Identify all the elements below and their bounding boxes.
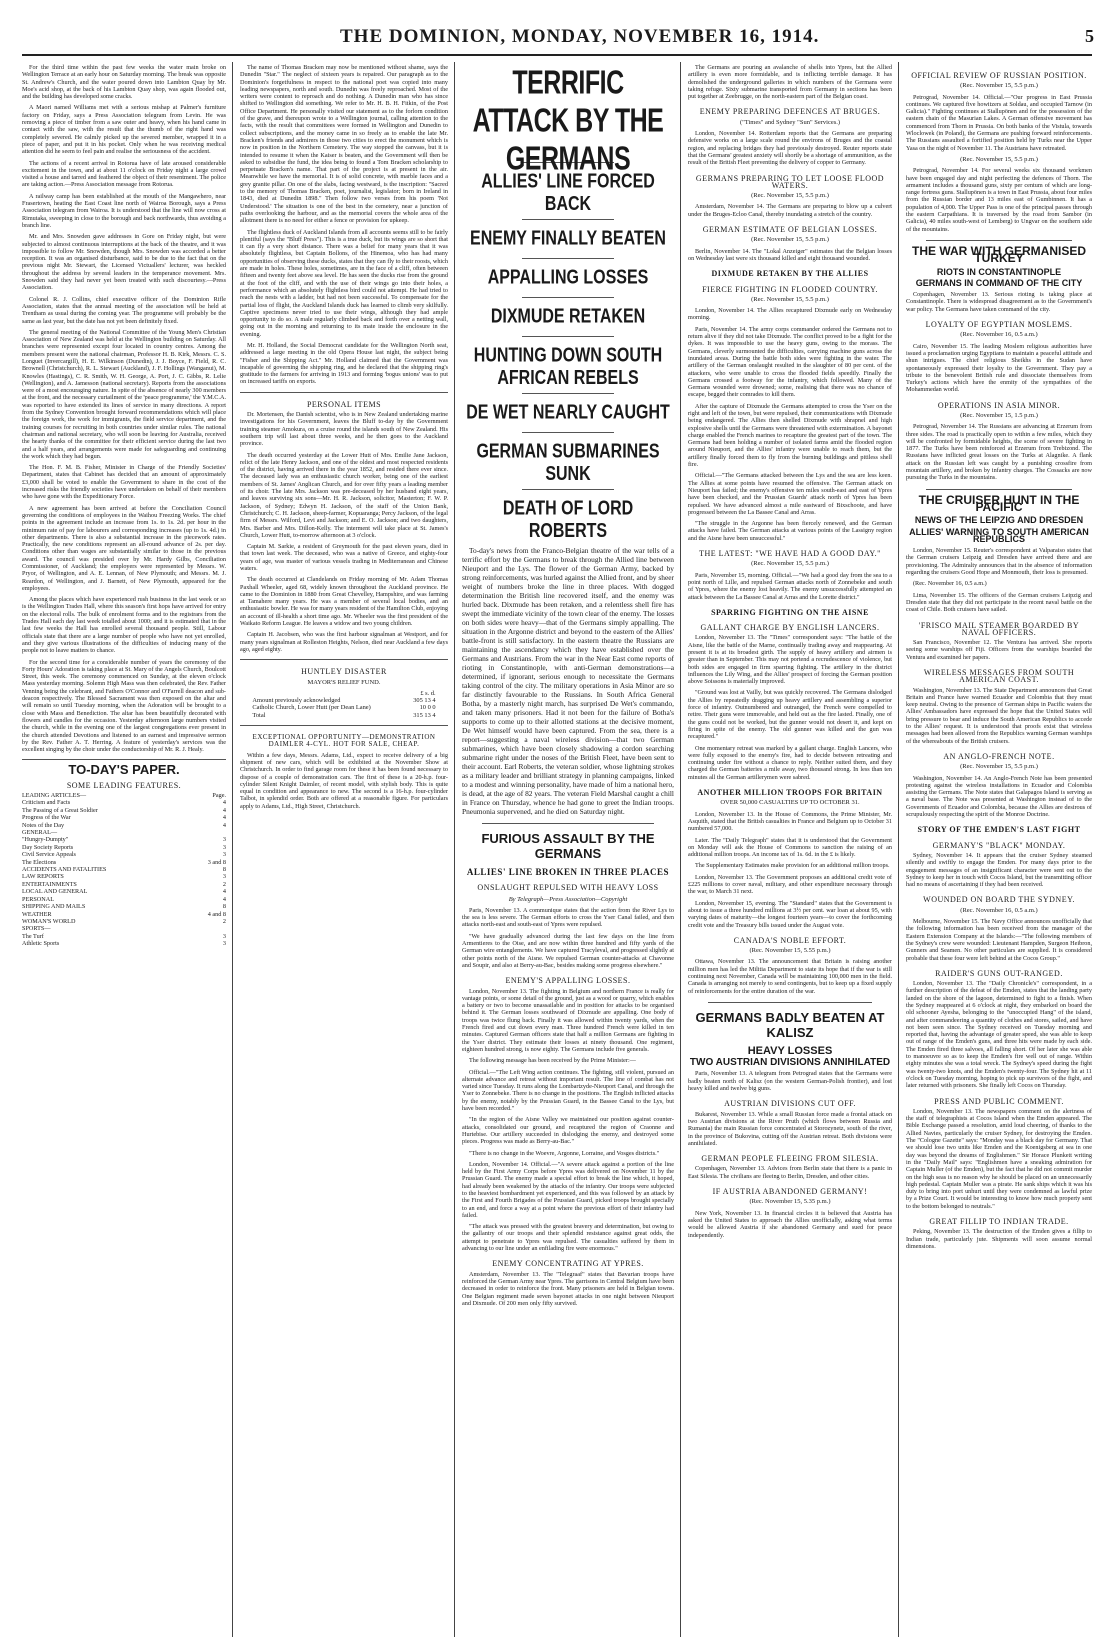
feature-label: GENERAL— <box>22 829 58 837</box>
feature-label: Day Society Reports <box>22 843 74 851</box>
headline-divider <box>522 336 614 337</box>
paragraph: Among the places which have experienced rush business in the last week or so is the Wellington Trades Hall, where this season's first hops have arrived for entry on the electoral rolls. The bulk of enrolment forms and to the registrars from the Trades Hall each day last week totalled about 1000; and it is estimated that in the last few weeks the Hall has enrolled several thousand people. Still, Labour officials state that there are a large number of people who have not yet enrolled, and they give various illustrations of the difficulties of inducing many of the people not to leave matters to chance. <box>22 596 226 655</box>
headline: DIXMUDE RETAKEN <box>490 306 646 328</box>
abandon-text: New York, November 13. In financial circles it is believed that Austria has asked the United States to approach the Allies unofficially, asking what terms would be allowed Austria if she abandoned Germany and sued for peace independently. <box>688 1209 892 1239</box>
flood-text: Amsterdam, November 14. The Germans are preparing to blow up a culvert under the Bruges-Ecloo Canal, thereby inundating a stretch of the country. <box>688 203 892 218</box>
feature-label: The Elections <box>22 858 57 866</box>
feature-row <box>22 911 226 918</box>
feature-page: 2 <box>222 917 226 925</box>
paragraph: The flightless duck of Auckland Islands from all accounts seems still to be fairly plentiful (says the "Bluff Press"). This is a true duck, but its wings are so short that it can fly a very short distance. There was a belief for many years that it was absolutely flightless, but Captain Bollons, of the Hinemoa, who has had many opportunities of observing these ducks, states that they can fly to their roosts, which are made in holes. These holes, sometimes, are in the face of a cliff, often between fifteen and twenty feet above sea level. He has seen the ducks rise from the ground at the foot of the cliff, and with the use of their wings go into their holes, a performance which an absolutely flightless bird could not attempt. He had tried to reach the nests with a ladder, but had not been successful. To compensate for the partial loss of flight, the Auckland Islands duck has learned to climb very skilfully. Captive specimens never tried to use their wings, although they had ample opportunity to do so. A male regularly climbed back and forth over a netting wall, going out in the morning and returning to its mate inside the enclosure in the evening. <box>240 228 448 338</box>
note-text: Washington, November 14. An Anglo-French Note has been presented protesting against the wireless installations in Ecuador and Colombia assisting the Germans. The Note states that Galapagos Island is serving as a naval base. The Note was presented at Washington instead of to the Governments of Ecuador and Colombia, because the Allies are desirous of scrupulously respecting the spirit of the Monroe Doctrine. <box>906 774 1092 819</box>
feature-row <box>22 829 226 836</box>
headline: HUNTING DOWN SOUTH AFRICAN REBELS <box>473 345 663 389</box>
headline-divider <box>522 219 614 220</box>
paragraph: Paris, November 13. A communique states that the action from the River Lys to the sea is less severe. The German efforts to cross the Yser Canal failed, and then attacks north-east and south-east of Ypres were repulsed. <box>462 906 674 929</box>
wounded-heading: WOUNDED ON BOARD THE SYDNEY. <box>923 895 1075 905</box>
ypres-paras <box>462 988 674 1253</box>
fund-item: Catholic Church, Lower Hutt (per Dean Lane) <box>252 704 371 712</box>
turkey-subheading-1: RIOTS IN CONSTANTINOPLE <box>936 266 1062 277</box>
million-paras <box>688 811 892 929</box>
paragraph: Mr. and Mrs. Snowden gave addresses in Gore on Friday night, but were subjected to almost continuous interruptions at the back of the theatre, and it was impossible to follow Mr. Snowden, though Mrs. Snowden was accorded a better reception. It was an organised disturbance, said to be due to the fact that on the previous night Mr. Stewart, the Licensed Victuallers' lecturer, was heckled throughout the address by several leaders in the temperance movement. Mrs. Snowden said they had never yet been treated with such discourtesy.—Press Association. <box>22 233 226 292</box>
huntley-heading: HUNTLEY DISASTER <box>301 667 387 677</box>
paragraph: London, November 13. The fighting in Belgium and northern France is really for vantage points, or some detail of the ground, just as a wood or quarry, which enables a battery or two to become unassailable and in position for attacks to be organised behind it. The German losses southward of Dixmude are appalling. One body of troops was twice flung back. Finally it was allowed within twenty yards, when the French fired and cut down every man. Three hundred French were killed in ten minutes. Captured German officers state that half a million Germans are fighting in the Yser district. They estimate their losses at ninety thousand. One regiment, eighteen hundred strong, is now eighty. The Germans include five generals. <box>462 987 674 1053</box>
paragraph: For the second time for a considerable number of years the ceremony of the Forty Hours' Adoration is taking place at St. Mary of the Angels Church, Boulcott Street, this week. The ceremony commenced on Sunday, at the eleven o'clock Mass yesterday morning. Solemn High Mass was then celebrated, the Rev. Father Venning being the celebrant, and Fathers O'Connor and O'Farrell deacon and sub-deacon respectively. The Blessed Sacrament was then exposed on the altar and will remain so until Tuesday morning, when the Adoration will be brought to a close with Mass and Benediction. The altar has been beautifully decorated with flowers and candles for the occasion. Yesterday afternoon large numbers visited the church, while in the evening one of the largest congregations ever present in the church attended Devotions and listened to an earnest and impressive sermon by the Rev. Father A. T. Herring. A feature of yesterday's services was the excellent singing by the choir under the conductorship of Mr. R. J. Healy. <box>22 658 226 754</box>
dixmude-note: (Rec. November 15, 5.5 p.m.) <box>751 295 829 303</box>
cruiser-subheading-1: NEWS OF THE LEIPZIG AND DRESDEN <box>914 515 1084 526</box>
cruiser-paras <box>906 547 1092 613</box>
austrian-heading: AUSTRIAN DIVISIONS CUT OFF. <box>724 1099 856 1109</box>
russian-text-1: Petrograd, November 14. Official.—"Our progress in East Prussia continues. We captured five howitzers at Soldau, and occupied Tarnow (in Galicia)." Fighting continues at Stallupönen and for the possession of the eastern chain of the Masurian Lakes. A German offensive movement has commenced from Thorn in Prussia. On both banks of the Vistula, towards Wloclowek (in Poland), the Germans are pushing forward reinforcements. The Russians assaulted a fortified position held by Turks near the Upper Yasa on the night of November 11. The Austrians have retreated. <box>906 93 1092 152</box>
feature-row <box>22 822 226 829</box>
paragraph: London, November 15. Reuter's correspondent at Valparaiso states that the German cruisers Leipzig and Dresden have arrived there and are provisioning. The Admiralty announces that in the absence of information regarding the cruisers Good Hope and Monmouth, their loss is presumed. <box>906 547 1092 577</box>
furious-subheading-2: ONSLAUGHT REPULSED WITH HEAVY LOSS <box>477 883 659 893</box>
divider <box>240 725 448 726</box>
flood-note: (Rec. November 15, 5.5 p.m.) <box>751 192 829 200</box>
divider <box>22 759 226 760</box>
paragraph: The death occurred at Clandelands on Friday morning of Mr. Adam Thomas Paxhall Wheeler, aged 68, widely known throughout the Auckland province. He came to the Dominion in 1880 from Great Chevelley, Hampshire, and was farming at Tamahere many years. He was a member of several local bodies, and an enthusiastic bowler. He was for many years resident of the Hamilton Club, enjoying an account of ill-health a short time ago. Mr. Wheeler was the first president of the Waikato Reform League. He leaves a widow and two young children. <box>240 576 448 628</box>
raider-heading: RAIDER'S GUNS OUT-RANGED. <box>935 968 1063 978</box>
feature-row <box>22 873 226 880</box>
features-header <box>22 792 226 799</box>
canada-heading: CANADA'S NOBLE EFFORT. <box>733 935 847 945</box>
feature-page: 4 and 8 <box>207 910 226 918</box>
turkey-subheading-2: GERMANS IN COMMAND OF THE CITY <box>915 277 1083 288</box>
silesia-heading: GERMAN PEOPLE FLEEING FROM SILESIA. <box>701 1154 879 1164</box>
feature-page: 3 <box>222 932 226 940</box>
flood-heading: GERMANS PREPARING TO LET LOOSE FLOOD WATERS. <box>695 173 885 190</box>
paragraph: One momentary retreat was marked by a gallant charge. English Lancers, who were fully exposed to the enemy's fire, had to decide between retreating and continuing under fire without a chance to reply. Neither suited them, and they charged the German batteries a mile away, two thousand strong. In less than ten minutes all the German artillerymen were sabred. <box>688 744 892 781</box>
fund-row <box>250 712 437 719</box>
raider-text: London, November 13. The "Daily Chronicle's" correspondent, in a further description of the defeat of the Emden, states that the landing party landed on the shore of the lagoon, determined to fight to a finish. When the Sydney reappeared at 6 o'clock at night, they embarked on board the old schooner Ayesha, belonging to the "unoccupied Hang" of the island, and after commandeering a quantity of clothes and stores, sailed, and have not been seen since. The Sydney received on Tuesday morning and reported that, having the advantage of greater speed, she was able to keep out of range of the Emden's guns, and three hits were made by each side. The Emden fired three salvoes, all falling short. Of her later she was able to manoeuvre so as to keep the Emden's fire well out of range. Within eighty minutes she was a total wreck. The Sydney's speed during the fight was twenty-two knots, and the Emden's twenty-four. The Sydney hit at 11 o'clock on Tuesday morning, hoping to pick up survivors of the fight, and later returned with prisoners. She finally left Cocos on Thursday. <box>906 980 1092 1090</box>
dixmude-subheading: FIERCE FIGHTING IN FLOODED COUNTRY. <box>702 284 878 294</box>
aisne-heading: SPARRING FIGHTING ON THE AISNE <box>711 607 869 617</box>
feature-page: 2 <box>222 880 226 888</box>
asia-minor-text: Petrograd, November 14. The Russians are advancing at Erzerum from three sides. The road is practically open to within a few miles, which they will be confronted by formidable heights, the scene of severe fighting in 1877. The Turks have been reinforced at Erzerum from Trebizond. The Russians have inflicted great losses on the Turks at Alagnike. A flank attack on the Russian left was caught by a punishing crossfire from mountain artillery, and broken by infantry charges. The Cossacks are now pursuing the Turks in the mountains. <box>906 423 1092 482</box>
feature-label: "Hungry-Dumpty" <box>22 836 69 844</box>
latest-text: Paris, November 15, morning. Official.—"We had a good day from the sea to a point north of Lille, and repulsed German attacks north of Zonnebeke and south of Ypres, where the enemy lost heavily. The enemy unsuccessfully attempted an attack between the La Bassee Canal at Arras and the Lorette district." <box>688 571 892 601</box>
feature-page: 3 <box>222 851 226 859</box>
feature-row <box>22 918 226 925</box>
paragraph: "The struggle in the Argonne has been fiercely renewed, and the German attacks have failed. The German attacks at various points of the Lassigny region and the Aisne have been unsuccessful." <box>688 520 892 542</box>
intro-text: The Germans are pouring an avalanche of shells into Ypres, but the Allied artillery is even more formidable, and is inflicting terrible damage. It has demolished the underground galleries in which numbers of the Germans were taking refuge. Sixty submarine transported from Germany in sections has been put together at Zeebrugge, on the north-eastern part of the Belgian coast. <box>688 64 892 101</box>
turkey-text: Copenhagen, November 13. Serious rioting is taking place at Constantinople. There is widespread disagreement as to the Government's war policy. The Germans have taken command of the city. <box>906 291 1092 313</box>
headline: ALLIES' LINE FORCED BACK <box>481 171 655 215</box>
paragraph: London, November 13. The "Times" correspondent says: "The battle of the Aisne, like the battle of the Marne, continually trading away and reappearing. At present it is at its broadest girth. The supply of heavy artillery and airmen is greater than in September. This may not portend a recrudescence of violence, but both sides are engaged in firm sparring fighting. The artillery in the district influences the Lily Wing, and the Allies' prospect of forcing the German position above Soissons is materially improved. <box>688 634 892 686</box>
fund-row <box>250 704 437 711</box>
feature-label: The Turf <box>22 932 44 940</box>
canada-note: (Rec. November 15, 5.55 p.m.) <box>749 947 831 955</box>
masthead-rule <box>22 54 1092 56</box>
paragraph: "The attack was pressed with the greatest bravery and determination, but owing to the gallantry of our troops and their splendid resistance against great odds, the attempt to penetrate to Ypres was repulsed. The casualties suffered by them in advancing to our line under an enfilading fire were enormous." <box>462 1223 674 1253</box>
fund-currency-header: £ s. d. <box>420 689 436 697</box>
feature-page: 4 <box>222 799 226 807</box>
russian-text-2: Petrograd, November 14. For several weeks six thousand workmen have been engaged day and night perfecting the defences of Thorn. The armament includes a thousand guns, sixty per centum of which are long-range fortress guns. Stallupönen is a town in East Prussia, about four miles from the Russian border and 13 miles east of Gumbinnen. It has a population of 4,000. The Upper Pass is one of the principal passes through the eastern Carpathians. It is traversed by the road from Sambor (in Galicia), 40 miles south-west of Lemberg) to Ungvar on the southern side of the mountains. <box>906 167 1092 233</box>
paragraph: London, November 14. Official.—"A severe attack against a portion of the line held by the First Army Corps before Ypres was delivered on November 11 by the Prussian Guard. The enemy made a special effort to break the line which, it hoped, had already been weakened by the attacks of the infantry. Our troops were subjected to the heaviest bombardment yet experienced, and this was followed by an attack by the First and Fourth Brigades of the Prussian Guard, picked troops brought specially to an end, and force a way at a point where the previous effort of their infantry had failed. <box>462 1160 674 1219</box>
paragraph: "We have gradually advanced during the last few days on the line from Armentieres to the Oise, and are now within three hundred and fifty yards of the German wire entanglements. We have captured Tracyleval, and progressed slightly at other points north of the Aisne. We repulsed German counter-attacks at Chavonne and Soupir, and also at Berry-au-Bac, besides making some progress elsewhere." <box>462 932 674 969</box>
fund-item: Amount previously acknowledged <box>252 697 341 705</box>
column-4 <box>688 64 892 1639</box>
divider <box>240 392 448 393</box>
feature-row <box>22 851 226 858</box>
note-heading: AN ANGLO-FRENCH NOTE. <box>943 751 1055 761</box>
column-2 <box>240 64 448 1639</box>
column-divider <box>680 62 681 1637</box>
asia-minor-note: (Rec. November 15, 1.5 p.m.) <box>960 411 1038 419</box>
feature-page: 3 and 8 <box>207 858 226 866</box>
relief-fund-table <box>250 690 437 719</box>
feature-row <box>22 799 226 806</box>
feature-label: WEATHER <box>22 910 52 918</box>
latest-note: (Rec. November 15, 5.5 p.m.) <box>751 560 829 568</box>
emden-text: Sydney, November 14. It appears that the cruiser Sydney steamed silently and swiftly to engage the Emden. For many days prior to the engagement messages of an insignificant character were sent out to the Sydney to keep her in touch with Cocos Island, but the transmitting officer had no means of ascertaining if they had been received. <box>906 851 1092 889</box>
feature-row <box>22 844 226 851</box>
feature-row <box>22 866 226 873</box>
column-5 <box>906 64 1092 1639</box>
headline-divider <box>522 297 614 298</box>
estimate-text: Berlin, November 14. The "Lokal Anzeiger" estimates that the Belgian losses on Wednesday last were six thousand killed and eight thousand wounded. <box>688 247 892 262</box>
paragraph: A new agreement has been arrived at before the Conciliation Council governing the conditions of employees in the Waihou Freezing Works. The chief points in the agreement include an increase from 1s. to 1s. 2d. per hour in the minimum rate of pay for labourers and corresponding increases (up to 1s. 4d.) in other departments. There is also a substantial increase in the piecework rates. Practically, the new conditions represent an all-round advance of 2s. per day. Conditions other than wages are substantially similar to those in the previous award. The council was presided over by Mr. Hardy Gilbs, Conciliation Commissioner, of Auckland; the employers were represented by Messrs. W. Pryor, of Wellington, and A. E. Lennan, of New Plymouth; and Messrs. M. J. Reardon, of Wellington, and J. Barnett, of New Plymouth, appeared for the employees. <box>22 504 226 592</box>
paragraph: Colonel R. J. Collins, chief executive officer of the Dominion Rifle Association, states that the annual meeting of the association will be held at Trentham as usual during the coming year. The programme will probably be the same as last year, but the date has not yet been definitely fixed. <box>22 295 226 325</box>
fund-item: Total <box>252 711 266 719</box>
column-divider <box>898 62 899 1637</box>
estimate-heading: GERMAN ESTIMATE OF BELGIAN LOSSES. <box>702 225 878 235</box>
general-news-items <box>240 64 448 386</box>
paragraph: The Hon. F. M. B. Fisher, Minister in Charge of the Friendly Societies' Department, states that Cabinet has decided that an amount of approximately £3,000 shall be voted to enable the Government to share in the cost of the increased risks the friendly societies have undertaken on behalf of their members who have gone with the Expeditionary Force. <box>22 464 226 501</box>
paragraph: Official.—"The Germans attacked between the Lys and the sea are less keen. The Allies at some points have resumed the offensive. The German attack on Nieuport has failed; the enemy's offensive ten miles south-east and east of Ypres have been checked, and the Prussian Guards' attack north of Ypres has been repulsed. We have advanced almost a mile eastward of Bixschoote, and have progressed between the La Bassee Canal and Arras. <box>688 472 892 516</box>
masthead <box>0 0 1114 50</box>
todays-paper-subtitle: SOME LEADING FEATURES. <box>66 780 182 790</box>
feature-page: 3 <box>222 836 226 844</box>
todays-paper-title: TO-DAY'S PAPER. <box>68 762 180 778</box>
ypres-concentration-text: Amsterdam, November 13. The "Telegraaf" states that Bavarian troops have reinforced the German Army near Ypres. The garrisons in Central Belgium have been decreased in order to reinforce the front. Many prisoners are held in Belgian towns. One Belgian regiment made seven bayonet attacks in one night between Nieuport and Dixmude. Of 200 men only fifty survived. <box>462 1270 674 1307</box>
feature-page: 4 <box>222 888 226 896</box>
feature-label: Progress of the War <box>22 814 71 822</box>
feature-row <box>22 933 226 940</box>
paragraph: A railway camp has been established at the mouth of the Mangawhero, near Frasertown, heating the East Coast line north of Wairoa Borough, says a Press Association telegram from Wairoa. It is understood that the line will now cross at Rimutaka, sweeping in close to the borough and back northwards, thus avoiding a branch line. <box>22 192 226 229</box>
wounded-text: Melbourne, November 15. The Navy Office announces unofficially that the following information has been received from the manager of the Eastern Extension Company at the Islands:—"The following members of the Sydney's crew were wounded: Lieutenant Hampden, Surgeon Heibron, Gunners and Seamen. No other particulars are supplied. It is considered probable that these four were left behind at the Cocos Group." <box>906 918 1092 962</box>
paragraph: Lima, November 15. The officers of the German cruisers Leipzig and Dresden state that they did not participate in the recent naval battle on the coast of Chile. Both cruisers have sailed. <box>906 591 1092 614</box>
paragraph: Official.—"The Left Wing action continues. The fighting, still violent, pursued an alternate advance and retreat without important result. The line of combat has not varied since Tuesday. It runs along the Lombartzyde-Nieuport Canal, and through the Yser to Zonnebeke. There is no change in the positions. The English inflicted attacks by the enemy, notably by the Prussian Guard, in the Bassee Canal to the Lys, but have been recorded." <box>462 1068 674 1113</box>
features-header-right: Page. <box>212 792 226 800</box>
wounded-note: (Rec. November 16, 0.5 a.m.) <box>960 906 1038 914</box>
india-text: Peking, November 13. The destruction of the Emden gives a fillip to Indian trade, particularly jute. Shipments will soon assume normal dimensions. <box>906 1228 1092 1250</box>
paragraph: Captain H. Jacobsen, who was the first harbour signalman at Westport, and for many years signalman at Rolleston Heights, Nelson, died near Auckland a few days ago, aged eighty. <box>240 631 448 653</box>
feature-label: SHIPPING AND MAILS <box>22 903 86 911</box>
headline: TERRIFIC ATTACK BY THE GERMANS <box>472 64 664 178</box>
paragraph: London, November 14. The Allies recaptured Dixmude early on Wednesday morning. <box>688 307 892 322</box>
feature-row <box>22 836 226 843</box>
abandon-heading: IF AUSTRIA ABANDONED GERMANY! <box>712 1187 868 1197</box>
page-number: 5 <box>1085 26 1094 46</box>
divider <box>240 659 448 660</box>
personal-items-heading: PERSONAL ITEMS <box>306 399 382 409</box>
press-heading: PRESS AND PUBLIC COMMENT. <box>934 1096 1064 1106</box>
feature-label: PERSONAL <box>22 895 54 903</box>
paragraph: "There is no change in the Woevre, Argonne, Lorraine, and Vosges districts." <box>469 1149 660 1157</box>
feature-row <box>22 814 226 821</box>
aisne-subheading: GALLANT CHARGE BY ENGLISH LANCERS. <box>700 623 880 633</box>
cruiser-subheading-2: ALLIES' WARNING TO SOUTH AMERICAN REPUBLICS <box>909 526 1089 544</box>
asia-minor-heading: OPERATIONS IN ASIA MINOR. <box>937 400 1061 410</box>
paragraph: London, November 15, evening. The "Standard" states that the Government is about to issue a three hundred millions at 3½ per cent. war loan at about 95, with varying dates of maturity—the longest fourteen years—to cover the forthcoming credit vote and the Treasury bills issued under the August vote. <box>688 899 892 929</box>
frisco-heading: 'FRISCO MAIL STEAMER BOARDED BY NAVAL OFFICERS. <box>918 620 1080 637</box>
feature-page: 4 <box>222 806 226 814</box>
paragraph: Mr. H. Holland, the Social Democrat candidate for the Wellington North seat, addressed a large meeting in the old Opera House last night, the subject being "Fisher and the Shipping Act." Mr. Holland claimed that the Government was incapable of governing the shipping ring, and he declared that the shipping ring's gratitude to the farmers for arriving in 1913 and forming 'bogus unions' was to put on increased tariffs on exports. <box>240 341 448 386</box>
column-divider <box>232 62 233 1637</box>
press-text: London, November 13. The newspapers comment on the alertness of the staff of telegraphists at Cocos Island when the Emden appeared. The Bible Exchange passed a resolution, amid loud cheering, of thanks to the Allied Navies, particularly the cruiser Sydney, for destroying the Emden. The "Cologne Gazette" says: "Monday was a black day for Germany. That we should lose two units like Emden and the Koenigsberg at sea in one day was beyond the dreams of Englishmen." Sir Horace Plunkett writing in the "Daily Mail" says: "Englishmen have a sneaking admiration for Captain Muller (of the Emden), but the fact that he did not commit murder on the high seas is no reason why he should be placed on an unnecessarily high pedestal. Captain Muller was a pirate. He sank ships which it was his duty to bring into port unhurt until they were condemned as lawful prize by a Prize Court. It would be interesting to know how much property sent to the bottom belonged to neutrals." <box>906 1107 1092 1210</box>
latest-heading: THE LATEST: "WE HAVE HAD A GOOD DAY." <box>699 549 881 559</box>
feature-label: Criticism and Facts <box>22 799 71 807</box>
bruges-heading: ENEMY PREPARING DEFENCES AT BRUGES. <box>699 107 881 117</box>
dixmude-heading: DIXMUDE RETAKEN BY THE ALLIES <box>711 269 869 279</box>
bruges-note: ("Times" and Sydney "Sun" Services.) <box>739 118 841 126</box>
feature-label: Civil Service Appeals <box>22 851 76 859</box>
column-1 <box>22 64 226 1639</box>
paragraph: Dr. Mortensen, the Danish scientist, who is in New Zealand undertaking marine investigations for his Government, leaves the Bluff to-day by the Government training steamer Amokura, on a cruise round the islands south of New Zealand. His southern trip will last about three weeks, and he then goes to the Auckland province. <box>240 411 448 448</box>
loyalty-heading: LOYALTY OF EGYPTIAN MOSLEMS. <box>925 320 1073 330</box>
feature-label: Notes of the Day <box>22 821 65 829</box>
headline-divider <box>522 393 614 394</box>
kalisz-text: Paris, November 13. A telegram from Petrograd states that the Germans were badly beaten north of Kalisz (on the western German-Polish frontier), and lost heavy killed and twelve big guns. <box>688 1070 892 1093</box>
feature-row <box>22 940 226 947</box>
feature-page: 4 <box>222 895 226 903</box>
feature-page: 4 <box>222 821 226 829</box>
paragraph: The death occurred yesterday at the Lower Hutt of Mrs. Emilie Jane Jackson, relict of the late Henry Jackson, and one of the oldest and most respected residents of the district, having arrived there in the year 1852, and resided there ever since. The deceased lady was an enthusiastic church worker, being one of the earliest members of St. James' Anglican Church, and for over fifty years a leading member of its choir. The late Mrs. Jackson was pre-deceased by her husband eight years, and leaves surviving six sons—Mr. H. R. Jackson, solicitor, Masterton; F. W. P. Jackson, of Sydney; Edwyn H. Jackson, of the staff of the Union Bank, Christchurch; C. H. Jackson, sheep-farmer, Kopuaranga; Percy Jackson, of the legal firm of Messrs. Wilford, Levi and Jackson; and E. O. Jackson; and two daughters, Mrs. Barber and Mrs. Dillon-Kelly. The interment will take place at St. James's Church, Lower Hutt, to-morrow afternoon at 3 o'clock. <box>240 451 448 539</box>
feature-row <box>22 888 226 895</box>
divider <box>926 240 1072 241</box>
main-headlines <box>462 64 674 542</box>
fund-amount: 305 13 4 <box>413 697 436 705</box>
features-header-left: LEADING ARTICLES— <box>22 792 87 800</box>
emden-subheading: GERMANY'S "BLACK" MONDAY. <box>932 840 1066 850</box>
india-heading: GREAT FILLIP TO INDIAN TRADE. <box>929 1217 1069 1226</box>
divider <box>482 823 654 824</box>
loyalty-note: (Rec. November 16, 0.5 a.m.) <box>960 331 1038 339</box>
feature-row <box>22 925 226 932</box>
feature-row <box>22 881 226 888</box>
huntley-subheading: MAYOR'S RELIEF FUND. <box>307 678 381 686</box>
turkey-headline: THE WAR WITH GERMANISED TURKEY <box>912 243 1086 266</box>
wireless-text: Washington, November 13. The State Department announces that Great Britain and France have warned Ecuador and Colombia that they must keep neutral. Owing to the presence of German ships in Pacific waters the Allies' Ambassadors have expressed the hope that the United States will bring pressure to bear and induce the South American Republics to accede to the Allies' request. It is understood that proofs exist that wireless messages had been allowed from the Republics warning German warships of the whereabouts of the British cruisers. <box>906 686 1092 745</box>
paragraph: The general meeting of the National Committee of the Young Men's Christian Association of New Zealand was held at the Wellington building on Saturday. All branches were represented except four located in country centres. Among the members present were the national chairman, Professor H. B. Kirk, Messrs. C. S. Longuet (Invercargill), H. E. Wilkinson (Dunedin), J. J. Boyce, F. Field, R. C. Brownell (Christchurch), R. L. Stewart (Auckland), J. F. Hollings (Wanganui), M. Knowles (Hastings), C. R. Smith, W. H. George, A. Port, J. C. Gibbs, R. Lelie (Wellington), and A. Jamesson (national secretary). Reports from the associations were of a most encouraging nature. In spite of the absence of nearly 300 members at the front, and the necessary curtailment of the 'peace programme,' the Y.M.C.A. was reported to have extended its lines of service in many directions. A report from the Sydney Convention brought forward recommendations which will place the foreign work, the work for immigrants, the field service department, and the training courses for recruiting in both countries under similar rules. The national chairman and national secretary, who will soon be leaving for Australia, received the hearty thanks of the committee for their efficient service during the last two and a half years, and arrangements were made for safeguarding and continuing the work which they had begun. <box>22 328 226 460</box>
wireless-heading: WIRELESS MESSAGES FROM SOUTH AMERICAN COAST. <box>923 668 1075 685</box>
feature-label: The Passing of a Great Soldier <box>22 806 98 814</box>
headline-divider <box>522 432 614 433</box>
furious-assault-headline: FURIOUS ASSAULT BY THE GERMANS <box>481 831 655 861</box>
feature-label: LOCAL AND GENERAL <box>22 888 88 896</box>
paragraph: The following message has been received by the Prime Minister:— <box>469 1057 636 1065</box>
russian-note-1: (Rec. November 15, 5.5 p.m.) <box>960 82 1038 90</box>
paragraph: Later. The "Daily Telegraph" states that it is understood that the Government on Monday will ask the House of Commons to sanction the raising of an additional million troops. An income tax of 1s. 6d. in the £ is likely. <box>688 836 892 859</box>
headline-divider <box>522 489 614 490</box>
paragraph: "In the region of the Aisne Valley we maintained our position against counter-attacks, consolidated our ground, and recaptured the region of Craonne and Hurtebise. Our artillery succeeded in dislodging the enemy, and destroyed some pieces. Progress was made as Berry-au-Bac." <box>462 1116 674 1146</box>
feature-page: 8 <box>222 903 226 911</box>
headline-divider <box>522 258 614 259</box>
paragraph: (Rec. November 16, 0.5 a.m.) <box>913 580 987 588</box>
million-subheading: OVER 50,000 CASUALTIES UP TO OCTOBER 31. <box>720 799 860 807</box>
feature-row <box>22 903 226 910</box>
feature-row <box>22 807 226 814</box>
column-3 <box>462 64 674 1639</box>
paragraph: London, November 13. The Government proposes an additional credit vote of £225 millions to cover naval, military, and other expenditure necessary through the war, to March 31 next. <box>688 873 892 896</box>
million-heading: ANOTHER MILLION TROOPS FOR BRITAIN <box>697 788 883 798</box>
fund-row <box>250 697 437 704</box>
cruiser-headline: THE CRUISER HUNT IN THE PACIFIC <box>918 492 1080 514</box>
feature-label: SPORTS— <box>22 925 51 933</box>
note-note: (Rec. November 15, 5.5 p.m.) <box>960 763 1038 771</box>
paragraph: A Maori named Williams met with a serious mishap at Palmer's furniture factory on Friday, says a Press Association telegram from Levin. He was removing a piece of timber from a saw outer and heavy, when his hand came in contact with the saw, with the result that the thumb of the right hand was completely severed. He calmly picked up the severed member, wrapped it in a piece of paper, and put it in his pocket. Only when he was receiving medical attention did he seem to feel pain and realise the seriousness of the accident. <box>22 104 226 156</box>
feature-page: 3 <box>222 873 226 881</box>
feature-label: ACCIDENTS AND FATALITIES <box>22 866 107 874</box>
paragraph: For the third time within the past few weeks the water main broke on Wellington Terrace at an early hour on Saturday morning. The break was opposite St. Andrew's Church, and the water poured down into Lambton Quay by Mr. Moe's acid shop, at the back of his Lambton Quay shop, was again flooded out, and the building has developed some cracks. <box>22 64 226 101</box>
russian-heading: OFFICIAL REVIEW OF RUSSIAN POSITION. <box>911 71 1087 80</box>
feature-label: Athletic Sports <box>22 940 60 948</box>
kalisz-headline: GERMANS BADLY BEATEN AT KALISZ <box>695 1009 885 1040</box>
local-news-items <box>22 64 226 753</box>
feature-label: LAW REPORTS <box>22 873 64 881</box>
russian-note-2: (Rec. November 15, 5.5 p.m.) <box>960 155 1038 163</box>
kalisz-subheading-1: HEAVY LOSSES <box>747 1044 833 1057</box>
bruges-text: London, November 14. Rotterdam reports that the Germans are preparing defensive works on a large scale round the environs of Bruges and the coastal region, and replacing bridges they had previously destroyed. Reuter reports state that the Germans' greatest anxiety will shortly be a shortage of ammunition, as the result of the British Fleet preventing the delivery of copper to Germany. <box>688 130 892 167</box>
paragraph: "Ground was lost at Vailly, but was quickly recovered. The Germans dislodged the Allies by repeatedly dragging up heavy artillery and assembling a superior force of infantry. Outnumbered and outranged, the French were compelled to retire. Their guns were immovable, and held out as the fire lasted. Finally, one of the guns could not be worked, but the gunner would not desert it, and kept on firing in spite of the enemy. The old gunner was killed and the gun was recaptured." <box>688 689 892 741</box>
paragraph: The Supplementary Estimates make provision for an additional million troops. <box>695 862 890 870</box>
feature-page: 4 <box>222 814 226 822</box>
dixmude-paras <box>688 307 892 542</box>
kalisz-subheading-2: TWO AUSTRIAN DIVISIONS ANNIHILATED <box>689 1057 891 1069</box>
personal-items <box>240 411 448 653</box>
paragraph: The actions of a recent arrival in Rotorua have of late aroused considerable excitement in the town, and at about 11 o'clock on Friday night a large crowd visited a house and tarred and feathered the object of their resentment. The police are taking action.—Press Association message from Rotorua. <box>22 159 226 189</box>
headline: DEATH OF LORD ROBERTS <box>502 498 634 542</box>
feature-row <box>22 859 226 866</box>
fund-amount: 315 13 4 <box>413 711 436 719</box>
austrian-text: Bukarest, November 13. While a small Russian force made a frontal attack on two Austrian divisions at the River Pruth (which flows between Russia and Rumania) the main Russian force concentrated at Storozynetz, south of the river, in the province of Bukovina, cutting off the Austrian retreat. Both divisions were annihilated. <box>688 1110 892 1147</box>
divider <box>708 1002 872 1003</box>
paragraph: The name of Thomas Bracken may now be mentioned without shame, says the Dunedin "Star." The neglect of sixteen years is repaired. Our paragraph as to the Dominion's forgetfulness in respect to the national poet was copied into many leading newspapers, north and south. Dunedin was freely reproached. Most of the writers were content to reproach and do nothing. A Dunedin man who has since shifted to Wellington did something. We refer to Mr. H. B. H. Fitkin, of the Post Office Department. He personally visited our statement as to the forlorn condition of the grave, and thereupon wrote to a Wellington journal, calling attention to the facts, with the result that committees were formed in Wellington and Dunedin to collect subscriptions, and the money came in so freely as to enable the late Mr. Bracken's friends and admirers in those two cities to erect the monument which is now in position in the Northern Cemetery. The way stopped the canvass, but it is intended to resume it when the Kaiser is beaten, and the Government will then be asked to subsidise the fund, the idea being to found a Tom Bracken scholarship to perpetuate Bracken's name. That part of the project is at present in the air. Meanwhile we have the memorial. It is of solid concrete, with marble faces and a grey granite pillar. On one of the slabs, facing westward, is the inscription: "Sacred to the memory of Thomas Bracken, poet, journalist, legislator; born in Ireland in 1843, died at Dunedin 1898." Then follow two verses from his poem 'Not Understood.' The situation is one of the best in the cemetery, near a junction of paths overlooking the harbour, and as the memorial covers the whole area of the allotment there is no need for either a fence or provision for upkeep. <box>240 64 448 225</box>
emden-heading: STORY OF THE EMDEN'S LAST FIGHT <box>917 825 1081 835</box>
column-divider <box>454 62 455 1637</box>
headline: ENEMY FINALLY BEATEN <box>470 228 666 250</box>
newspaper-title: THE DOMINION, MONDAY, NOVEMBER 16, 1914. <box>340 26 820 47</box>
features-list <box>22 799 226 947</box>
advert-heading: EXCEPTIONAL OPPORTUNITY—DEMONSTRATION DAIMLER 4-CYL. HOT FOR SALE, CHEAP. <box>252 733 436 749</box>
aisne-paras <box>688 634 892 781</box>
furious-paras <box>462 907 674 969</box>
feature-label: ENTERTAINMENTS <box>22 880 77 888</box>
paragraph: London, November 13. In the House of Commons, the Prime Minister, Mr. Asquith, stated that the British casualties in France and Belgium up to October 31 numbered 57,000. <box>688 810 892 833</box>
frisco-text: San Francisco, November 12. The Ventura has arrived. She reports seeing some warships off Fiji. Officers from the warships boarded the Ventura and examined her papers. <box>906 639 1092 661</box>
feature-page: 8 <box>222 866 226 874</box>
headline: APPALLING LOSSES <box>487 267 649 289</box>
feature-page: 3 <box>222 940 226 948</box>
abandon-note: (Rec. November 15, 5.35 p.m.) <box>749 1198 831 1206</box>
advert-text: Within a few days, Messrs. Adams, Ltd., expect to receive delivery of a big shipment of new cars, which will be exhibited at the November Show at Christchurch. In order to find garage room for these it has been found necessary to dispose of a couple of demonstration cars. The first of these is a 20-h.p. four-cylinder Silent Knight Daimler, of recent model, with stylish body. This is quite equal in condition and appearance to new. The second is a 16-h.p. four-cylinder Talbot, in splendid order. Both are offered at a reasonable figure. For particulars apply to Adams, Ltd., High Street, Christchurch. <box>240 751 448 810</box>
lead-summary: To-day's news from the Franco-Belgian theatre of the war tells of a terrific effort by the Germans to break through the Allied line between Nieuport and the Lys. The flower of the German Army, backed by strong reinforcements, was hurled against the Allied front, and by sheer weight of numbers broke the line in three places. With dogged determination the British line recovered itself, and the enemy was hurled back. Dixmude has been retaken, and a relentless shell fire has swept the immediate vicinity of the town clear of the enemy. The losses on both sides were heavy—that of the Germans simply appalling. The situation in the Argonne district and beyond to the eastern of the Allies' battle-front is still satisfactory. In the eastern theatre the Russians are maintaining the ascendancy which they have established over the Germans and Austrians. From the war in the Near East come reports of rioting in Constantinople, with anti-German demonstrations—a determined, if ignorant, serious enough to necessitate the Germans taking control of the city. The military operations in Asia Minor are so far distinctly favourable to the Russians. In South Africa General Botha, by a masterly night march, has surprised De Wet's commando, and taken many prisoners. Had it not been for the failure of Botha's supports to come up to their allotted stations at the decisive moment, De Wet himself would have been captured. From the sea, there is a report—suggesting a naval wireless division—that two German submarines, which have been closely shadowing a cordon searching submarine right under the noses of the British Fleet, have been sent to their account. Earl Roberts, the veteran soldier, whose lightning strokes as a military leader and brilliant strategy in planning campaigns, linked to a modest and winning personality, have made of him a national hero, is dead, at the age of 82 years. The veteran Field Marshal caught a chill in France on Thursday, whence he had gone to greet the Indian troops. Pneumonia supervened, and he died on Saturday night. <box>462 546 674 816</box>
paragraph: Paris, November 14. The army corps commander ordered the Germans not to return alive if they did not take Dixmude. The conflict proved to be a fight for the dykes. It was impossible to use the heavy guns, owing to the morass. The Germans, cleverly surmounted the difficulties, carrying machine guns across the inundated areas. During the battle both sides were fighting in the water. The artillery of the German onslaught resulted in the slaughter of 80 per cent. of the attackers, who were unable to cross the flooded fields speedily. Finally the Germans crossed a footway for the infantry, which followed. Many of the Germans wounded were drowned; some, realising that there was no chance of escape, begged their comrades to kill them. <box>688 325 892 399</box>
feature-row <box>22 896 226 903</box>
paragraph: Captain M. Sarkie, a resident of Greymouth for the past eleven years, died in that town last week. The deceased, who was a native of Greece, and eighty-four years of age, was master of various vessels trading in Mediterranean and Chinese waters. <box>240 543 448 572</box>
headline: GERMAN SUBMARINES SUNK <box>476 441 660 485</box>
ypres-concentration-heading: ENEMY CONCENTRATING AT YPRES. <box>492 1259 644 1269</box>
estimate-note: (Rec. November 15, 5.5 p.m.) <box>751 236 829 244</box>
canada-text: Ottawa, November 13. The announcement that Britain is raising another million men has led the Militia Department to state its hope that if the war is still continuing next November, Canada will be maintaining 100,000 men in the field. Canada is arranging not merely to send contingents, but to keep up a fixed supply of reinforcements for the entire duration of the war. <box>688 958 892 995</box>
furious-subheading-1: ALLIES' LINE BROKEN IN THREE PLACES <box>466 867 670 877</box>
loyalty-text: Cairo, November 15. The leading Moslem religious authorities have issued a proclamation urging Egyptians to maintain a peaceful attitude and shun intrigues. The chief religious Sheikhs in the Sudan have spontaneously expressed their loyalty to the Government. They pay a tribute to the benevolent British rule and dissociate themselves from Turkey's actions which have the enmity of the sympathies of the Mohammedan world. <box>906 342 1092 394</box>
appalling-losses-heading: ENEMY'S APPALLING LOSSES. <box>505 976 631 986</box>
feature-page: 3 <box>222 843 226 851</box>
headline: DE WET NEARLY CAUGHT <box>466 402 670 424</box>
byline: By Telegraph—Press Association—Copyright <box>508 895 628 903</box>
silesia-text: Copenhagen, November 13. Advices from Berlin state that there is a panic in East Silesia. The civilians are fleeing to Berlin, Dresden, and other cities. <box>688 1165 892 1180</box>
fund-amount: 10 0 0 <box>419 704 436 712</box>
paragraph: After the capture of Dixmude the Germans attempted to cross the Yser on the right and left of the town, but were repulsed, their communications with Dixmude being endangered. The Allies then shelled Dixmude with shrapnel and high explosive shells until the Germans were threatened with extermination. A bayonet charge enabled the French marines to recapture the greatest part of the town. The Germans had been holding a number of isolated farms amid the flooded region around Nieuport, and the Allies' infantry were unable to reach them, but the artillery finally forced them to fly from the burning buildings and pitiless shell fire. <box>688 402 892 469</box>
feature-label: WOMAN'S WORLD <box>22 917 76 925</box>
divider <box>926 489 1072 490</box>
